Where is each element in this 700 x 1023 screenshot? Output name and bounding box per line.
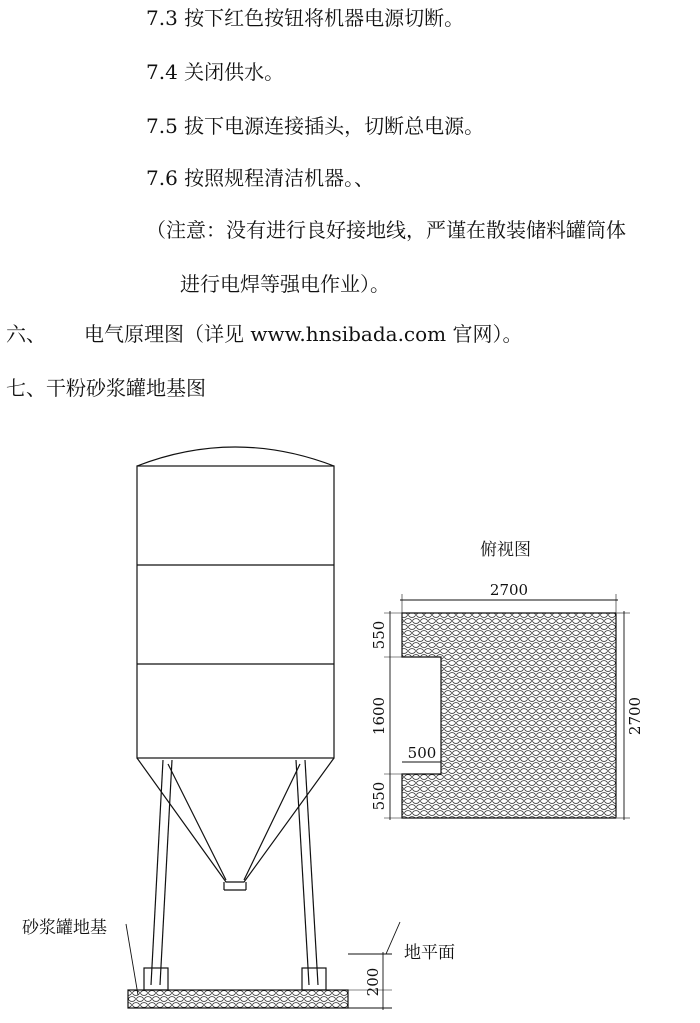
foundation-leader [126, 924, 138, 995]
note-line-1: （注意：没有进行良好接地线，严谨在散装储料罐筒体 [146, 218, 626, 242]
foot-right [302, 968, 326, 990]
dim-notch: 500 [407, 744, 437, 762]
brace-left [168, 764, 226, 880]
dim-middle: 1600 [370, 696, 388, 736]
dim-200: 200 [364, 967, 382, 997]
tank-elevation [137, 447, 334, 990]
ground-leader [386, 922, 400, 954]
section-6-number: 六、 [6, 322, 46, 346]
section-6-text: 电气原理图（详见 www.hnsibada.com 官网）。 [84, 322, 523, 346]
step-7-4: 7.4 关闭供水。 [146, 60, 285, 84]
dim-width: 2700 [489, 581, 529, 599]
tank-body [137, 466, 334, 758]
step-7-5: 7.5 拔下电源连接插头，切断总电源。 [146, 114, 485, 138]
foundation-slab [128, 990, 348, 1008]
label-ground: 地平面 [404, 943, 455, 963]
top-view-title: 俯视图 [480, 540, 531, 560]
top-view-slab [402, 613, 616, 818]
brace-right [244, 764, 300, 880]
step-7-3: 7.3 按下红色按钮将机器电源切断。 [146, 6, 465, 30]
step-7-6: 7.6 按照规程清洁机器。、 [146, 166, 375, 190]
section-7-heading: 七、干粉砂浆罐地基图 [6, 376, 206, 400]
dim-bottom: 550 [370, 781, 388, 811]
dim-height: 2700 [626, 696, 644, 736]
dim-top: 550 [370, 620, 388, 650]
section-6-heading [6, 322, 523, 346]
label-foundation: 砂浆罐地基 [22, 918, 107, 938]
foot-left [144, 968, 168, 990]
foundation-drawing [0, 420, 700, 1023]
note-line-2: 进行电焊等强电作业）。 [180, 272, 390, 296]
tank-dome [137, 447, 334, 466]
